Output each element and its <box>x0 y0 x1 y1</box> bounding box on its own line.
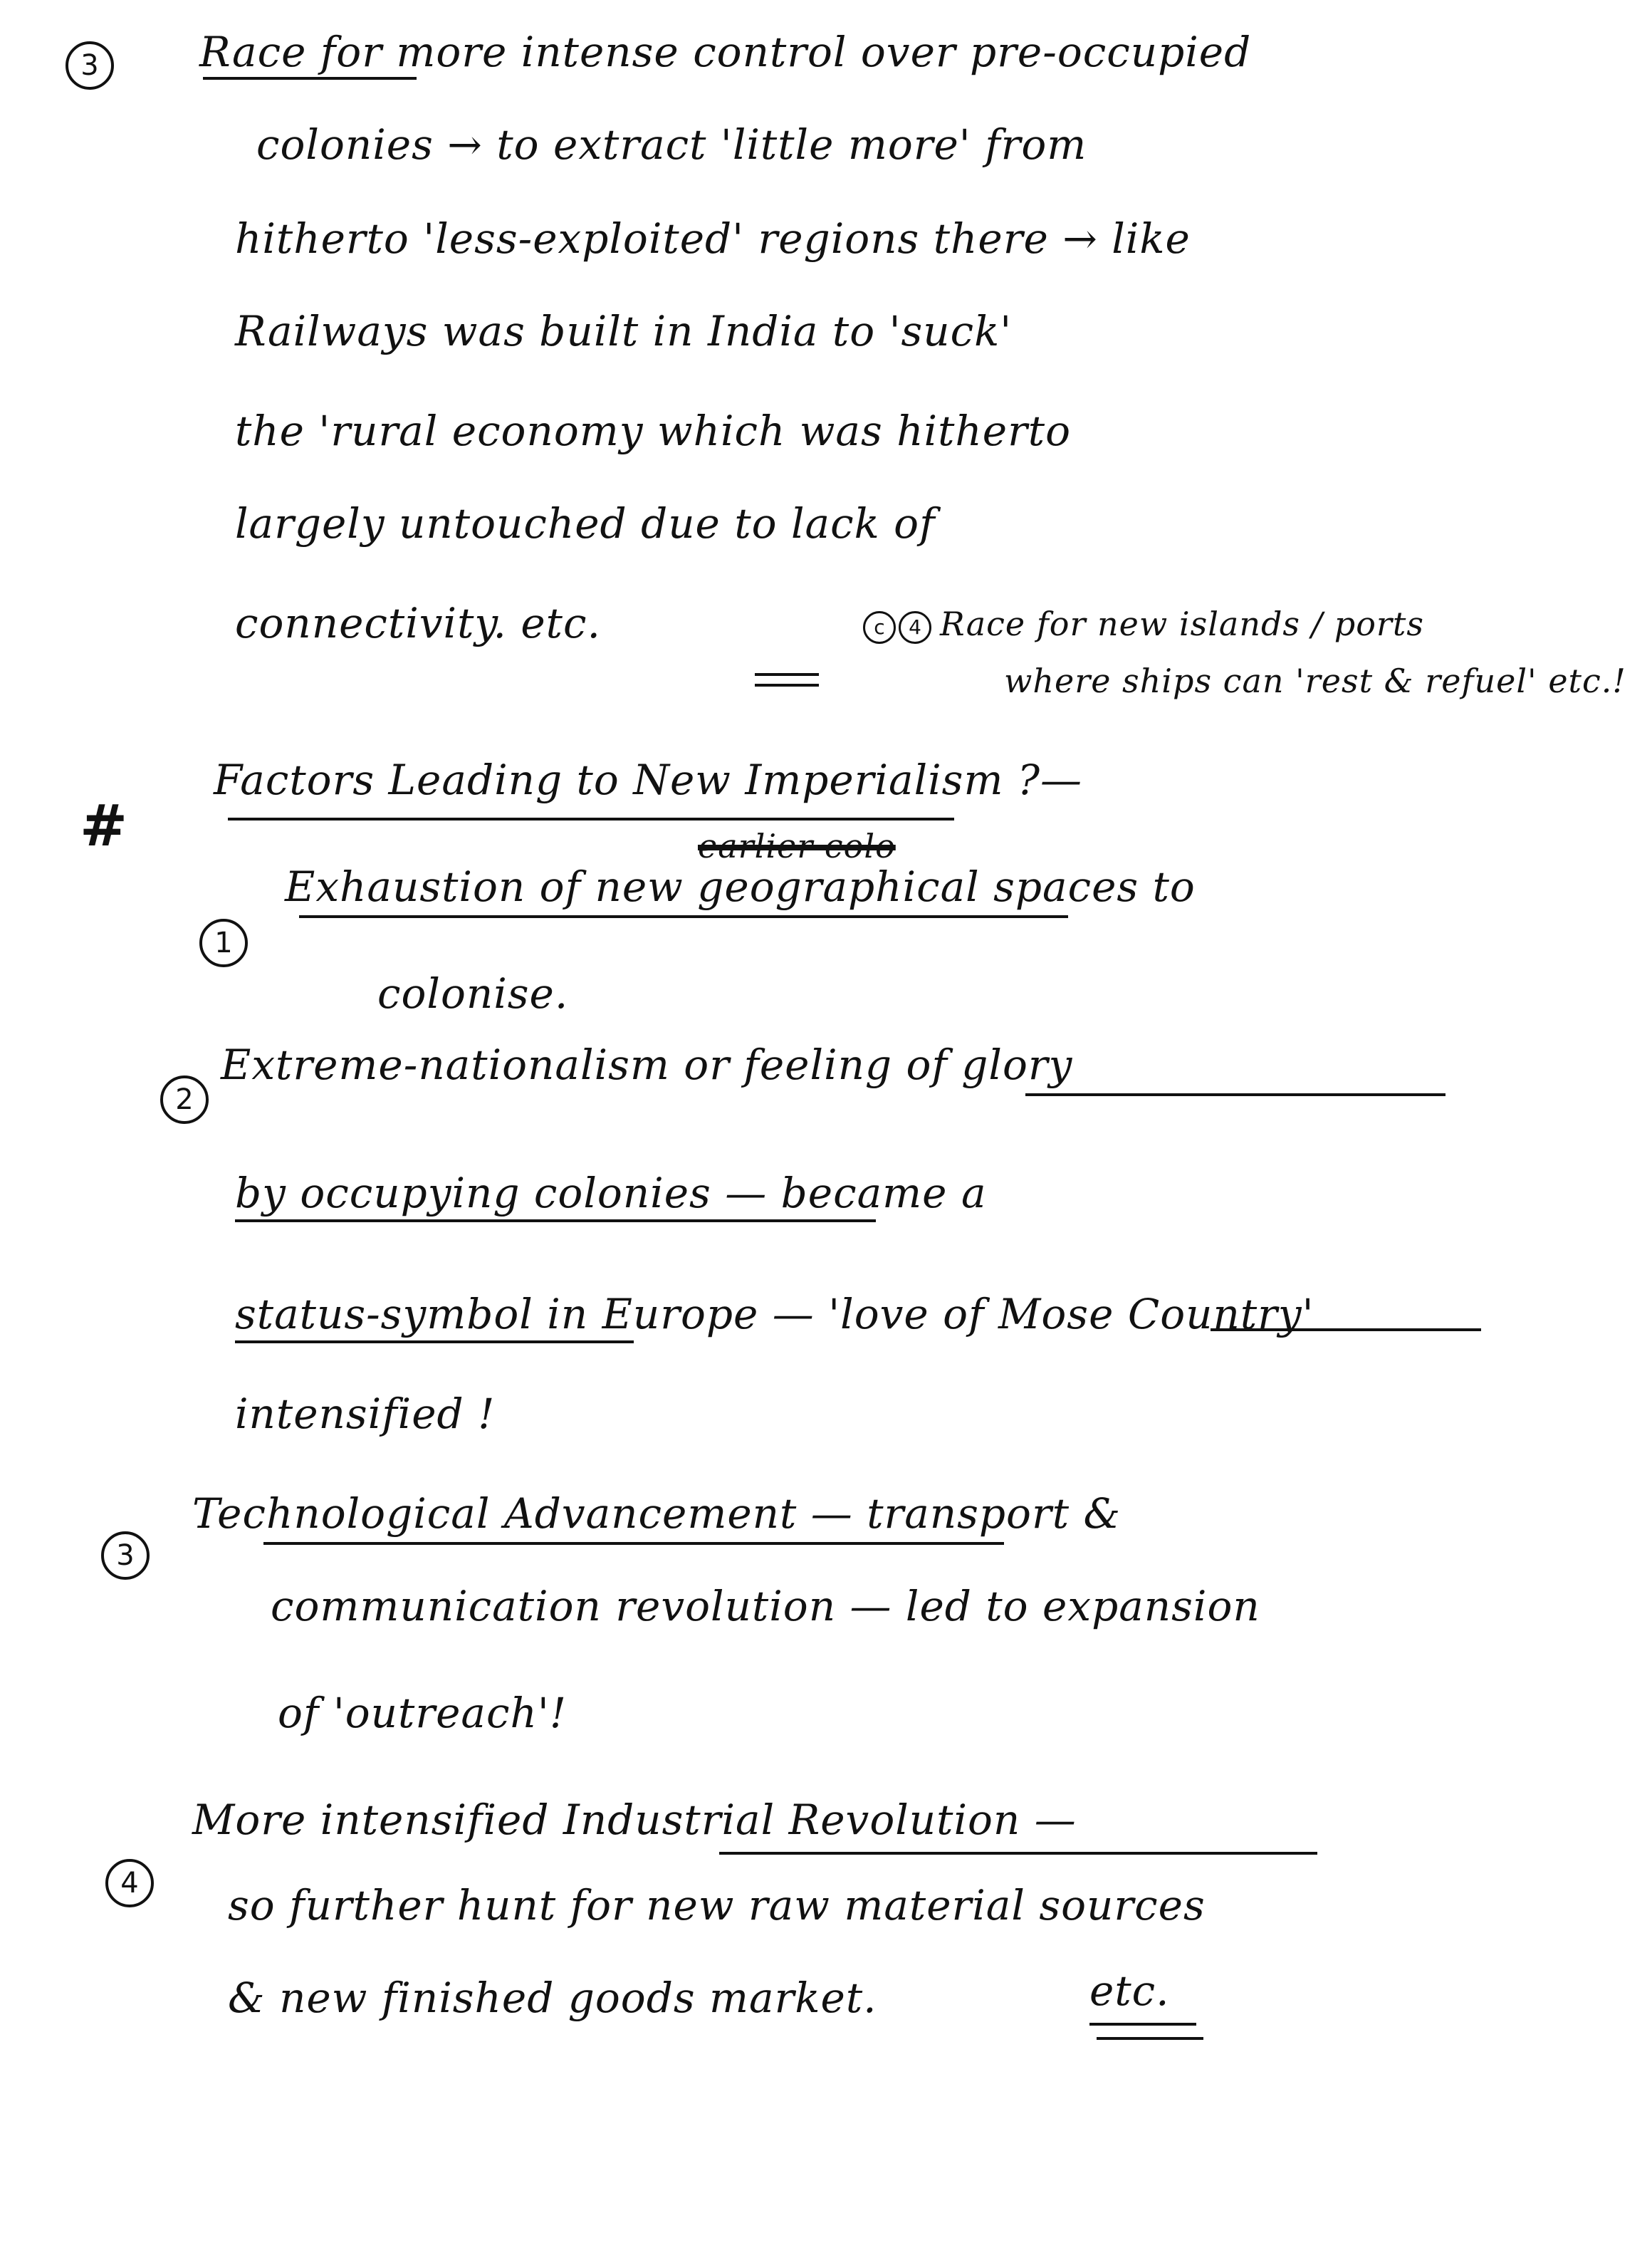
sidenote-line: where ships can 'rest & refuel' etc.! <box>1004 662 1626 700</box>
double-underline <box>1097 2037 1203 2040</box>
note-line: by occupying colonies — became a <box>235 1169 987 1217</box>
note-line: status-symbol in Europe — 'love of Mose Country' <box>235 1290 1314 1338</box>
point-marker-3b: 3 <box>101 1531 150 1580</box>
double-underline <box>755 673 819 676</box>
note-line: Race for more intense control over pre-occupied <box>199 28 1252 76</box>
note-line: largely untouched due to lack of <box>235 499 936 548</box>
underline <box>299 915 1068 918</box>
note-line: colonise. <box>377 969 569 1018</box>
sidenote-marker: 4 <box>899 611 931 644</box>
section-heading: Factors Leading to New Imperialism ?— <box>214 756 1082 804</box>
note-line: Technological Advancement — transport & <box>192 1489 1122 1538</box>
underline <box>203 77 417 80</box>
etc-note: etc. <box>1089 1967 1170 2015</box>
underline <box>719 1852 1317 1855</box>
underline <box>235 1340 634 1343</box>
note-line: communication revolution — led to expansion <box>271 1582 1260 1630</box>
double-underline <box>1089 2023 1196 2026</box>
note-line: Exhaustion of new geographical spaces to <box>285 863 1196 911</box>
sidenote-line: Race for new islands / ports <box>940 605 1424 643</box>
note-line: Extreme-nationalism or feeling of glory <box>221 1041 1073 1089</box>
note-line: the 'rural economy which was hitherto <box>235 407 1072 455</box>
note-line: Railways was built in India to 'suck' <box>235 307 1013 355</box>
sidenote-marker: c <box>863 611 896 644</box>
note-line: of 'outreach'! <box>278 1689 568 1737</box>
point-marker-1: 1 <box>199 919 248 967</box>
point-marker-3: 3 <box>66 41 114 90</box>
point-marker-4: 4 <box>105 1859 154 1907</box>
note-line: & new finished goods market. <box>228 1974 877 2022</box>
underline <box>263 1542 1004 1545</box>
struck-text: earlier colo <box>698 827 896 865</box>
point-marker-2: 2 <box>160 1075 209 1124</box>
hash-marker: # <box>80 793 128 859</box>
underline <box>1025 1093 1446 1096</box>
double-underline <box>755 684 819 687</box>
underline <box>235 1219 876 1222</box>
note-line: so further hunt for new raw material sources <box>228 1881 1206 1929</box>
note-line: colonies → to extract 'little more' from <box>256 120 1087 169</box>
underline <box>1211 1328 1481 1331</box>
note-line: More intensified Industrial Revolution — <box>192 1796 1077 1844</box>
note-line: hitherto 'less-exploited' regions there → like <box>235 214 1191 263</box>
note-line: intensified ! <box>235 1390 496 1438</box>
heading-underline <box>228 818 954 821</box>
note-line: connectivity. etc. <box>235 599 601 647</box>
